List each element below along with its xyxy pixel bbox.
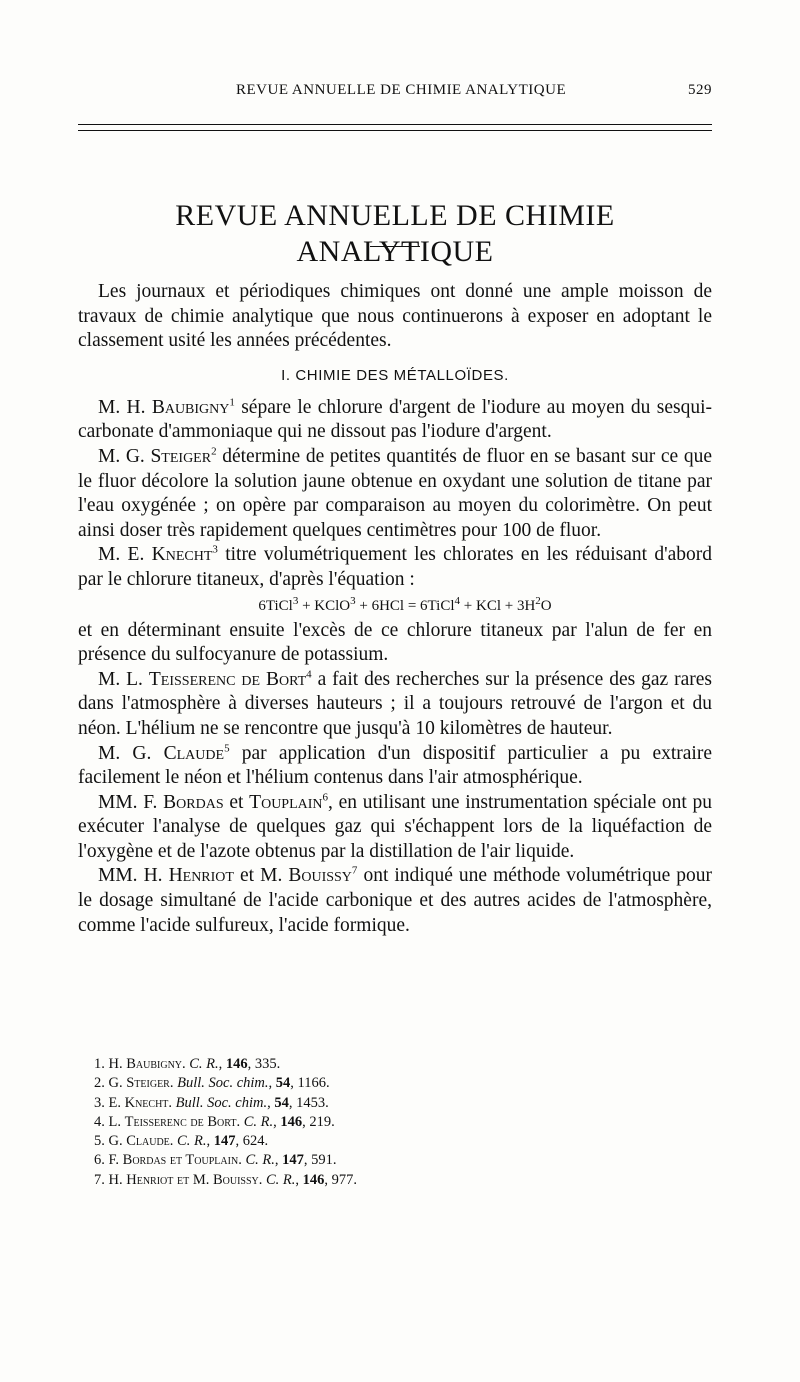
footnote-page: 335 [254, 1056, 277, 1072]
footnote-ref: 5 [224, 742, 230, 754]
footnote-volume: 147 [282, 1152, 304, 1169]
author-name: Bouissy [288, 865, 352, 887]
paragraph-text: a fait des recherches sur la présence des gaz rares dans l'atmosphère à diverses hauteurs ; il a toujours retrouvé de l'argon et du néon. L'hélium ne se rencontre que jusqu'à 10 kilomètres de hauteur. [78, 668, 713, 739]
paragraph-baubigny [78, 396, 712, 445]
eq-sup: 2 [535, 594, 541, 607]
author-name: Touplain [249, 791, 323, 813]
eq-sup: 4 [454, 594, 461, 607]
footnote-page: 591 [311, 1152, 333, 1169]
footnote-initial: G. [108, 1075, 127, 1092]
footnote-number: 7. [94, 1171, 105, 1188]
paragraph-text: titre volumétriquement les chlorates en les réduisant d'abord par le chlorure titaneux, d'après l'équation : [78, 544, 712, 590]
footnote-page: 1166 [297, 1075, 326, 1092]
eq-sup: 3 [350, 594, 356, 607]
eq-part: + 6HCl = 6TiCl [355, 597, 455, 614]
paragraph-lead: M. G. [98, 445, 151, 467]
footnote-initial: H. [108, 1056, 127, 1072]
paragraph-text: ont indiqué une méthode volumétrique pour le dosage simultané de l'acide carbonique et des autres acides de l'atmosphère, comme l'acide sulfureux, l'acide formique. [78, 865, 712, 936]
author-name: Knecht [151, 544, 213, 566]
footnote: 4. L. Teisserenc de Bort. C. R., 146, 219. [94, 1113, 335, 1130]
footnote-number: 1. [94, 1056, 105, 1072]
paragraph-steiger [78, 445, 712, 543]
footnote: 3. E. Knecht. Bull. Soc. chim., 54, 1453. [94, 1094, 329, 1111]
footnote-journal: C. R. [177, 1133, 207, 1150]
footnote-journal: C. R. [266, 1171, 296, 1188]
footnote-initial: G. [108, 1133, 127, 1150]
footnote-volume: 54 [275, 1075, 291, 1092]
footnotes [94, 1055, 714, 1190]
footnote-author: Baubigny [126, 1056, 183, 1072]
footnote-author: Claude [126, 1133, 170, 1150]
footnote-page: 977 [331, 1171, 354, 1188]
running-head-title: REVUE ANNUELLE DE CHIMIE ANALYTIQUE [236, 82, 567, 98]
header-rule-bottom [78, 130, 712, 131]
paragraph-lead: MM. F. [98, 791, 164, 813]
footnote-initial: L. [108, 1113, 125, 1130]
eq-part: O [540, 597, 552, 614]
paragraph-lead: MM. H. [98, 865, 169, 887]
title-divider [370, 246, 420, 247]
eq-part: 6TiCl [258, 597, 293, 614]
article-body [78, 280, 712, 938]
footnote: 1. H. Baubigny. C. R., 146, 335. [94, 1056, 281, 1072]
header-rule-top [78, 124, 712, 125]
footnote-journal: Bull. Soc. chim. [177, 1075, 269, 1092]
footnote-ref: 3 [212, 543, 218, 556]
paragraph-claude [78, 742, 712, 791]
author-name: Claude [163, 742, 225, 764]
paragraph-teisserenc [78, 668, 712, 742]
footnote: 7. H. Henriot et M. Bouissy. C. R., 146, 977. [94, 1171, 358, 1188]
footnote-author: Knecht [124, 1094, 169, 1111]
author-name: Teisserenc de Bort [148, 668, 307, 690]
footnote-ref: 4 [306, 668, 312, 681]
footnote-journal: Bull. Soc. chim. [175, 1094, 268, 1111]
author-name: Bordas [163, 791, 224, 813]
footnote-initial: E. [108, 1094, 125, 1111]
footnote-journal: C. R. [245, 1152, 275, 1169]
eq-part: + KCl + 3H [460, 597, 536, 614]
paragraph-lead: M. E. [98, 544, 152, 566]
paragraph-continuation: et en déterminant ensuite l'excès de ce chlorure titaneux par l'alun de fer en présence du sulfocyanure de potassium. [78, 619, 712, 666]
paragraph-lead: M. L. [98, 668, 149, 690]
paragraph-lead: M. H. [98, 396, 152, 418]
paragraph-knecht [78, 543, 712, 592]
footnote-volume: 146 [280, 1113, 303, 1130]
paragraph-text: détermine de petites quantités de fluor en se basant sur ce que le fluor décolore la solution jaune obtenue en oxydant une solution de titane par l'eau oxygénée ; on opère par comparaison au moyen du colorimètre. On peut ainsi doser très rapidement quelques centimètres pour 100 de fluor. [78, 445, 712, 541]
footnote: 6. F. Bordas et Touplain. C. R., 147, 591. [94, 1152, 337, 1169]
intro-paragraph: Les journaux et périodiques chimiques ont donné une ample moisson de travaux de chimie analytique que nous continuerons à exposer en adoptant le classement usité les années précédentes. [78, 281, 712, 352]
footnote-page: 219 [309, 1113, 332, 1130]
article-title: REVUE ANNUELLE DE CHIMIE ANALYTIQUE [175, 199, 615, 268]
paragraph-lead: M. G. [98, 742, 164, 764]
paragraph-henriot [78, 864, 712, 938]
page-number: 529 [688, 82, 712, 98]
footnote-initial: H. [108, 1171, 127, 1188]
paragraph-joiner: et [223, 791, 250, 813]
footnote-number: 5. [94, 1133, 105, 1150]
footnote-number: 4. [94, 1113, 105, 1130]
footnote-number: 6. [94, 1152, 105, 1169]
eq-sup: 3 [292, 594, 299, 607]
footnote-ref: 1 [229, 396, 235, 409]
footnote-number: 3. [94, 1094, 105, 1111]
footnote-author: Henriot et M. Bouissy [126, 1171, 259, 1188]
section-heading: I. CHIMIE DES MÉTALLOÏDES. [281, 366, 509, 384]
footnote: 5. G. Claude. C. R., 147, 624. [94, 1133, 269, 1150]
paragraph-text: sépare le chlorure d'argent de l'iodure au moyen du sesqui-carbonate d'ammoniaque qui ne dissout pas l'iodure d'argent. [78, 396, 713, 443]
footnote-author: Bordas et Touplain [122, 1152, 239, 1169]
author-name: Henriot [168, 865, 234, 887]
chemical-equation [78, 593, 712, 619]
author-name: Steiger [150, 445, 212, 467]
footnote-volume: 146 [225, 1056, 248, 1072]
footnote-volume: 54 [274, 1094, 289, 1111]
footnote-initial: F. [108, 1152, 123, 1169]
footnote-journal: C. R. [189, 1056, 219, 1072]
paragraph-bordas [78, 791, 712, 865]
footnote-journal: C. R. [243, 1113, 274, 1130]
footnote-page: 1453 [296, 1094, 326, 1111]
author-name: Baubigny [151, 396, 230, 418]
footnote-author: Steiger [126, 1075, 170, 1092]
footnote-ref: 2 [211, 445, 217, 458]
paragraph-joiner: et M. [233, 865, 289, 887]
footnote-author: Teisserenc de Bort [124, 1113, 237, 1130]
footnote-page: 624 [242, 1133, 265, 1150]
footnote-volume: 146 [302, 1171, 325, 1188]
footnote-volume: 147 [213, 1133, 236, 1150]
paragraph-text: , en utilisant une instrumentation spéciale ont pu exécuter l'analyse de quelques gaz qui s'échappent lors de la liquéfaction de l'oxygène et de l'azote obtenus par la distillation de l'air liquide. [78, 791, 712, 862]
eq-part: + KClO [298, 597, 351, 614]
footnote: 2. G. Steiger. Bull. Soc. chim., 54, 1166. [94, 1075, 330, 1092]
paragraph-text: par application d'un dispositif particulier a pu extraire facilement le néon et l'hélium contenus dans l'air atmosphérique. [78, 742, 712, 789]
footnote-ref: 7 [351, 864, 358, 877]
footnote-number: 2. [94, 1075, 105, 1092]
footnote-ref: 6 [322, 791, 329, 804]
